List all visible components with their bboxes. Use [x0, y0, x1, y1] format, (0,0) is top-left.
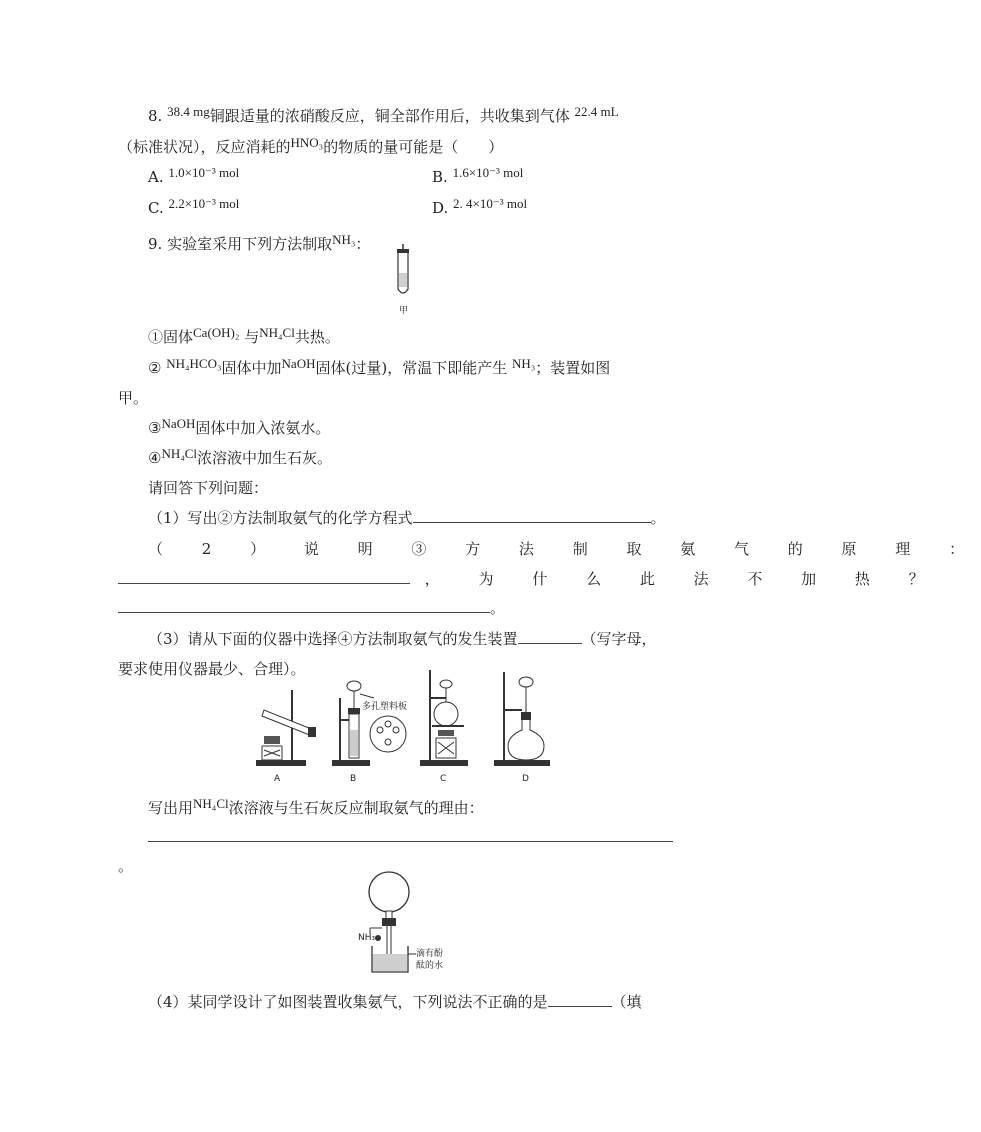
part1-text: （1）写出②方法制取氨气的化学方程式 [148, 509, 413, 527]
fountain-water-label-1: 滴有酚 [416, 949, 444, 959]
m3-pre: ③ [148, 419, 162, 437]
q9-part2-line2 [118, 568, 941, 590]
m2-post: ；装置如图 [535, 359, 611, 377]
reason-end: 。 [118, 857, 134, 875]
q9-intro [148, 233, 370, 256]
m1-post: 共热。 [294, 328, 340, 346]
option-value: 1.6×10⁻³ mol [452, 165, 524, 180]
q9-intro-gas: NH₃ [332, 232, 356, 247]
part2-end: 。 [490, 599, 506, 617]
q8-option-a[interactable] [148, 166, 239, 189]
m1-mid: 与 [244, 328, 260, 346]
m2-reagent-b: NaOH [281, 356, 316, 371]
m3-post: 固体中加入浓氨水。 [195, 419, 331, 437]
m2-reagent-a: NH₄HCO₃ [166, 356, 222, 371]
m3-reagent: NaOH [161, 416, 196, 431]
part3-line2-text: 要求使用仪器最少、合理）。 [118, 660, 306, 678]
q8-line2 [118, 136, 503, 159]
q9-method-2 [148, 357, 610, 380]
q9-intro-text: 9. 实验室采用下列方法制取 [148, 235, 333, 253]
q9-part2-line3 [118, 597, 505, 619]
option-value: 2.2×10⁻³ mol [168, 196, 240, 211]
part1-end: 。 [650, 509, 666, 527]
q8-acid: HNO₃ [290, 135, 324, 150]
part3-text: （3）请从下面的仪器中选择④方法制取氨气的发生装置 [148, 630, 518, 648]
q8-text3: 的物质的量可能是（ ） [323, 138, 504, 156]
q8-option-b[interactable] [432, 166, 523, 189]
apparatus-label-a: A [274, 774, 281, 784]
option-label: C. [148, 199, 164, 217]
part3-tail: （写字母， [581, 630, 657, 648]
option-label: B. [432, 168, 448, 186]
apparatus-d[interactable] [494, 672, 550, 784]
answer-blank-1[interactable] [413, 508, 651, 523]
fountain-gas-label: NH₃ [358, 933, 376, 943]
reason-pre: 写出用 [148, 799, 194, 817]
ask-text: 请回答下列问题： [148, 479, 269, 497]
apparatus-a[interactable] [256, 690, 316, 784]
answer-blank-2a[interactable] [118, 569, 410, 584]
m2-post2: 甲。 [118, 389, 149, 407]
m2-reagent-c: NH₃ [511, 356, 536, 371]
part4-text: （4）某同学设计了如图装置收集氨气，下列说法不正确的是 [148, 993, 548, 1011]
m2-mid2: 固体(过量)，常温下即能产生 [315, 359, 508, 377]
q9-method-1 [148, 326, 340, 349]
q8-volume: 22.4 mL [574, 104, 619, 119]
apparatus-c[interactable] [420, 670, 468, 784]
m4-post: 浓溶液中加生石灰。 [197, 449, 333, 467]
option-value: 2. 4×10⁻³ mol [453, 196, 528, 211]
q9-part1 [148, 507, 666, 529]
q9-ask [148, 477, 268, 499]
q8-option-c[interactable] [148, 197, 239, 220]
apparatus-label-b: B [350, 774, 357, 784]
m4-reagent: NH₄Cl [161, 446, 198, 461]
q8-text2: （标准状况），反应消耗的 [118, 138, 291, 156]
answer-blank-4[interactable] [548, 992, 612, 1007]
fountain-water-label-2: 酞的水 [416, 961, 444, 971]
m4-pre: ④ [148, 449, 162, 467]
part4-tail: （填 [611, 993, 642, 1011]
answer-blank-reason[interactable] [148, 827, 673, 842]
q9-method-4 [148, 447, 332, 470]
q8-option-d[interactable] [432, 197, 527, 220]
q9-reason-end [118, 855, 133, 877]
q8-number: 8. [148, 107, 163, 125]
m2-pre: ② [148, 359, 162, 377]
q8-line1 [148, 105, 619, 128]
q9-part3 [148, 628, 657, 650]
apparatus-figure [250, 668, 550, 786]
figure-jia-label: 甲 [399, 306, 409, 316]
q9-reason [148, 797, 484, 820]
answer-blank-3[interactable] [518, 629, 582, 644]
m2-mid1: 固体中加 [221, 359, 282, 377]
reason-chem: NH₄Cl [193, 796, 229, 811]
q9-method-3 [148, 417, 330, 440]
plate-label: 多孔塑料板 [362, 702, 408, 712]
q9-part2-line1 [148, 538, 981, 560]
part2-line1-text: （ 2 ） 说 明 ③ 方 法 制 取 氨 气 的 原 理 ： [148, 540, 981, 558]
fountain-figure [356, 868, 452, 978]
apparatus-label-d: D [522, 774, 529, 784]
q8-text1: 铜跟适量的浓硝酸反应，铜全部作用后，共收集到气体 [209, 107, 570, 125]
m1-pre: ①固体 [148, 328, 194, 346]
option-value: 1.0×10⁻³ mol [168, 165, 240, 180]
reason-post: 浓溶液与生石灰反应制取氨气的理由： [228, 799, 484, 817]
part2-line2-text: ， 为 什 么 此 法 不 加 热 ？ [424, 570, 941, 588]
option-label: A. [148, 168, 164, 186]
figure-jia-test-tube [388, 243, 418, 315]
q9-reason-answer [148, 826, 673, 848]
q9-intro-end: ： [355, 235, 371, 253]
answer-blank-2b[interactable] [118, 598, 490, 613]
q9-method-2-cont [118, 387, 148, 409]
q8-mass: 38.4 mg [167, 104, 210, 119]
option-label: D. [432, 199, 449, 217]
m1-reagent-b: NH₄Cl [259, 325, 295, 340]
m1-reagent-a: Ca(OH)₂ [193, 325, 240, 340]
apparatus-label-c: C [440, 774, 447, 784]
q9-part4 [148, 991, 642, 1013]
apparatus-b[interactable] [332, 681, 407, 784]
